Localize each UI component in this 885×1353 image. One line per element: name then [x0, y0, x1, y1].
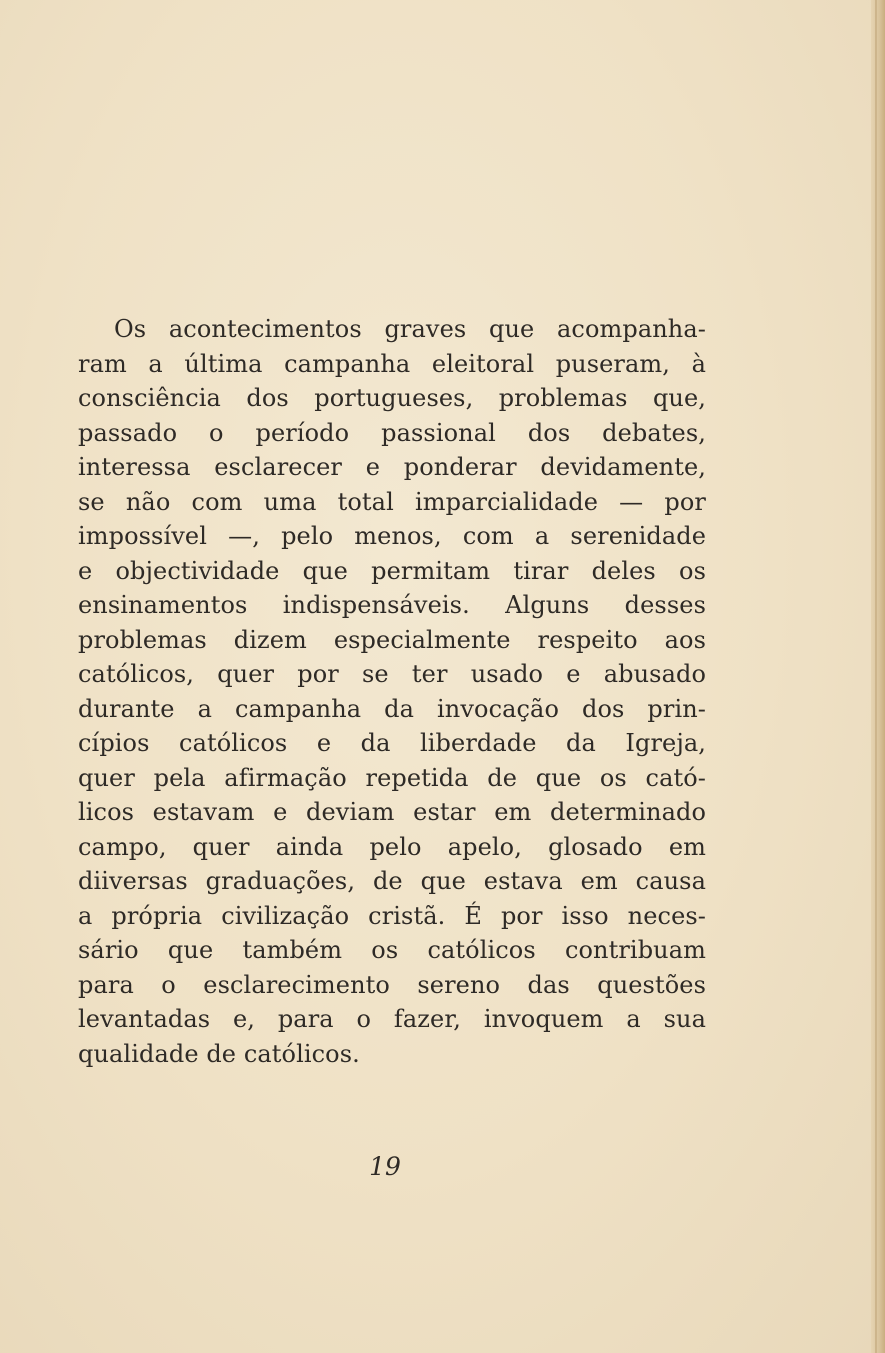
text-line: licos estavam e deviam estar em determinado [78, 798, 706, 826]
text-line: quer pela afirmação repetida de que os cató- [78, 763, 706, 792]
text-line: ram a última campanha eleitoral puseram, à [78, 349, 706, 378]
text-line: durante a campanha da invocação dos prin- [78, 694, 706, 723]
text-line: Os acontecimentos graves que acompanha- [114, 315, 706, 343]
text-line: levantadas e, para o fazer, invoquem a sua [78, 1005, 706, 1033]
text-line: e objectividade que permitam tirar deles os [78, 556, 706, 585]
text-line: campo, quer ainda pelo apelo, glosado em [78, 832, 706, 861]
text-line: diiversas graduações, de que estava em causa [78, 867, 706, 895]
text-line: sário que também os católicos contribuam [78, 936, 706, 964]
page-edge [871, 0, 885, 1353]
text-line: católicos, quer por se ter usado e abusado [78, 660, 706, 688]
text-line: qualidade de católicos. [78, 1039, 360, 1068]
text-line: a própria civilização cristã. É por isso neces- [78, 901, 706, 930]
text-line: problemas dizem especialmente respeito aos [78, 625, 706, 654]
text-line: impossível —, pelo menos, com a serenidade [78, 522, 706, 550]
text-line: passado o período passional dos debates, [78, 418, 706, 447]
body-paragraph [78, 312, 706, 1071]
text-line: cípios católicos e da liberdade da Igreja, [78, 729, 706, 757]
text-line: se não com uma total imparcialidade — por [78, 487, 706, 516]
text-line: interessa esclarecer e ponderar devidamente, [78, 453, 706, 481]
page-number: 19 [369, 1152, 401, 1181]
text-line: ensinamentos indispensáveis. Alguns desses [78, 591, 706, 619]
text-line: para o esclarecimento sereno das questões [78, 970, 706, 999]
text-line: consciência dos portugueses, problemas que, [78, 384, 706, 412]
